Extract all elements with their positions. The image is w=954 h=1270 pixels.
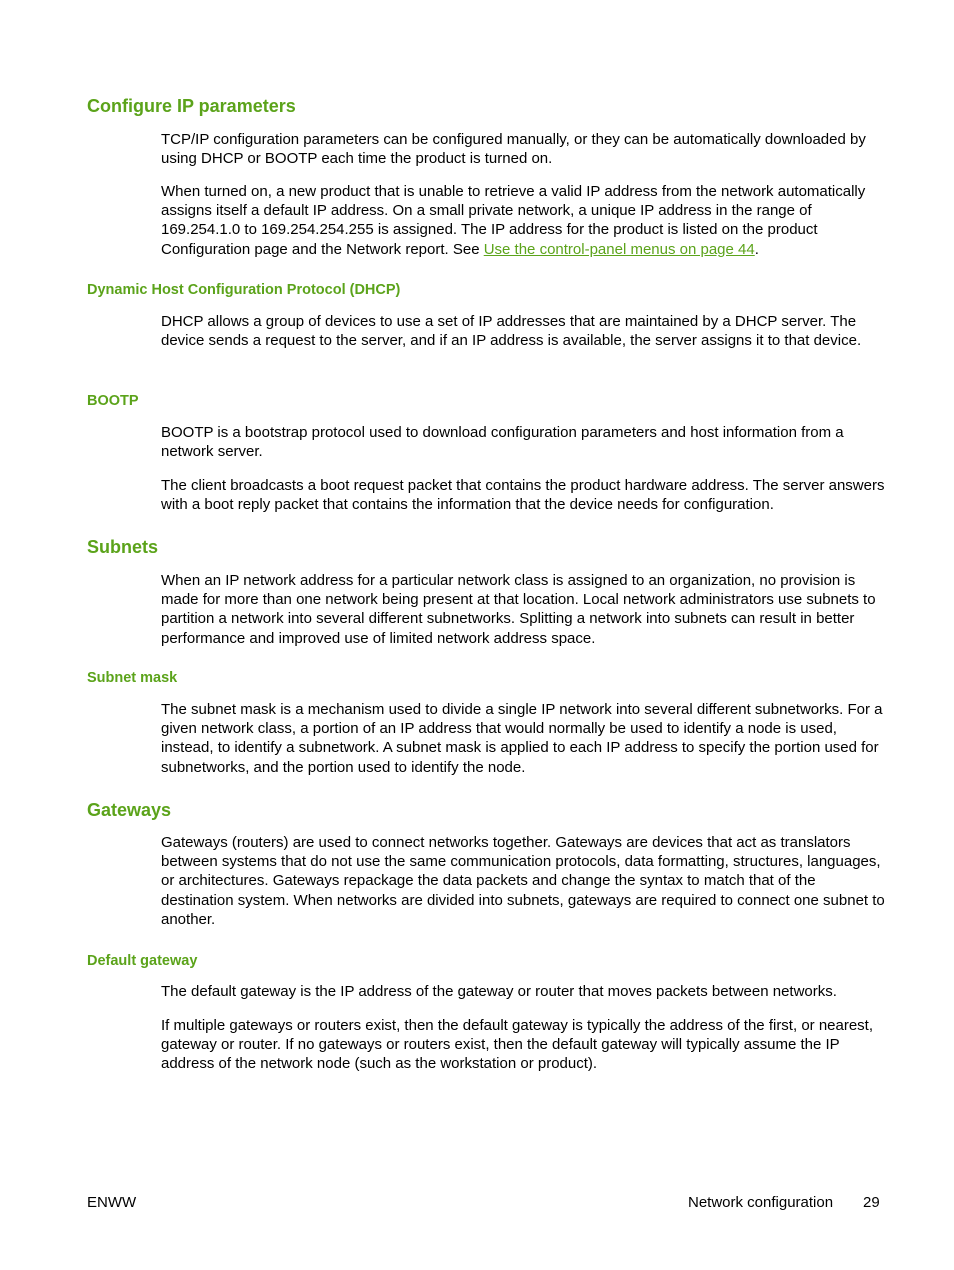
paragraph-bootp-1: BOOTP is a bootstrap protocol used to download configuration parameters and host information from a network server. xyxy=(161,424,844,461)
paragraph-bootp-2: The client broadcasts a boot request packet that contains the product hardware address. The server answers with a boot reply packet that contains the information that the device needs for configuration. xyxy=(161,477,885,514)
paragraph-gateways-1: Gateways (routers) are used to connect networks together. Gateways are devices that act as translators between systems that do not use the same communication protocols, data formatting, structures, languages, or architectures. Gateways repackage the data packets and change the syntax to match that of the destination system. When networks are divided into subnets, gateways are required to connect one subnet to another. xyxy=(161,834,885,928)
heading-gateways: Gateways xyxy=(87,800,172,820)
paragraph-configure-ip-2-end: . xyxy=(754,240,759,258)
heading-dhcp: Dynamic Host Configuration Protocol (DHCP) xyxy=(87,282,401,298)
heading-default-gateway: Default gateway xyxy=(87,953,198,969)
control-panel-menus-link[interactable]: Use the control-panel menus on page 44 xyxy=(483,240,755,258)
paragraph-configure-ip-2 xyxy=(161,182,885,259)
paragraph-default-gateway-1: The default gateway is the IP address of the gateway or router that moves packets between networks. xyxy=(161,983,837,1000)
paragraph-subnets-1: When an IP network address for a particular network class is assigned to an organization, no provision is made for more than one network being present at that location. Local network administrators use subnets to partition a network into several different subnetworks. Splitting a network into subnets can result in better performance and improved use of limited network address space. xyxy=(161,572,876,647)
heading-bootp: BOOTP xyxy=(87,393,139,409)
paragraph-configure-ip-1: TCP/IP configuration parameters can be configured manually, or they can be automatically downloaded by using DHCP or BOOTP each time the product is turned on. xyxy=(161,131,866,168)
footer-section-title: Network configuration xyxy=(688,1194,834,1211)
heading-subnet-mask: Subnet mask xyxy=(87,670,178,686)
heading-configure-ip: Configure IP parameters xyxy=(87,96,296,116)
footer-page-number: 29 xyxy=(863,1194,880,1211)
footer-left-label: ENWW xyxy=(87,1194,137,1211)
paragraph-default-gateway-2: If multiple gateways or routers exist, then the default gateway is typically the address of the first, or nearest, gateway or router. If no gateways or routers exist, then the default gateway will typically assume the IP address of the network node (such as the workstation or product). xyxy=(161,1017,874,1073)
heading-subnets: Subnets xyxy=(87,537,159,557)
paragraph-configure-ip-2-text: When turned on, a new product that is unable to retrieve a valid IP address from the network automatically assigns itself a default IP address. On a small private network, a unique IP address in the range of 169.254.1.0 to 169.254.254.255 is assigned. The IP address for the product is listed on the product Configuration page and the Network report. See xyxy=(161,183,866,258)
paragraph-subnet-mask-1: The subnet mask is a mechanism used to divide a single IP network into several different subnetworks. For a given network class, a portion of an IP address that would normally be used to identify a node is used, instead, to identify a subnetwork. A subnet mask is applied to each IP address to specify the portion used for subnetworks, and the portion used to identify the node. xyxy=(161,701,883,776)
paragraph-dhcp-1: DHCP allows a group of devices to use a set of IP addresses that are maintained by a DHCP server. The device sends a request to the server, and if an IP address is available, the server assigns it to that device. xyxy=(161,313,862,350)
